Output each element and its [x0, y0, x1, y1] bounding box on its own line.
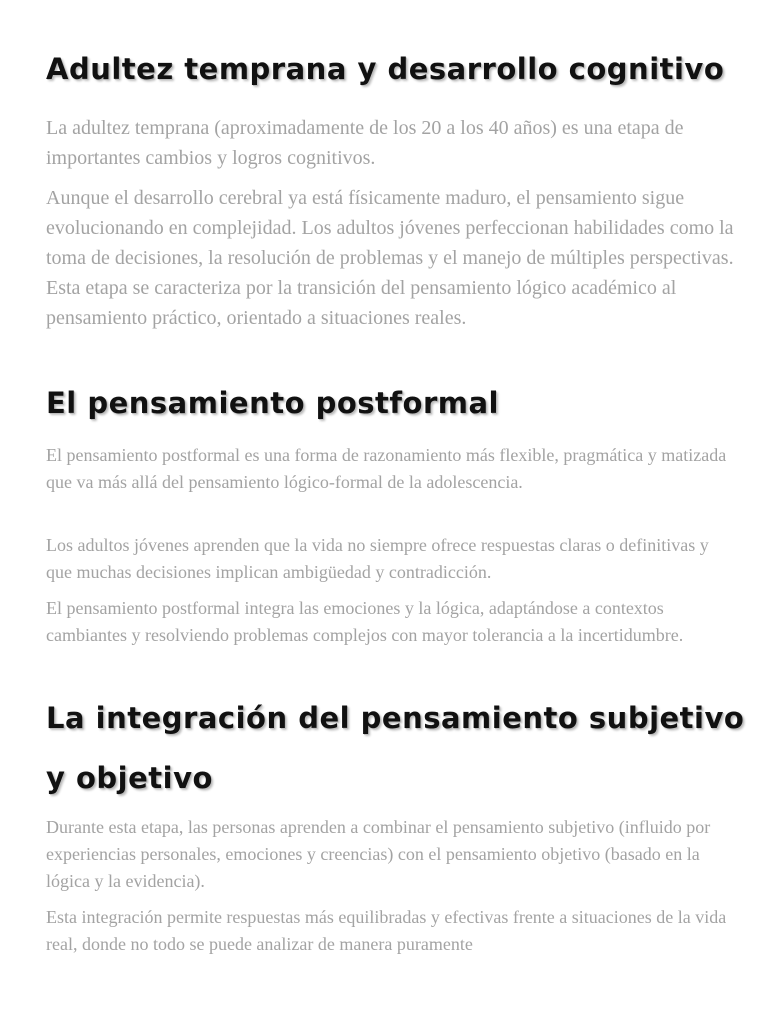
section-heading-adultez: Adultez temprana y desarrollo cognitivo: [46, 52, 725, 86]
paragraph: Esta integración permite respuestas más equilibradas y efectivas frente a situaciones de la vida real, donde no todo se puede analizar de manera puramente: [46, 907, 727, 954]
paragraph: Los adultos jóvenes aprenden que la vida no siempre ofrece respuestas claras o definitivas y que muchas decisiones implican ambigüedad y contradicción.: [46, 535, 709, 582]
paragraph: Aunque el desarrollo cerebral ya está físicamente maduro, el pensamiento sigue evolucionando en complejidad. Los adultos jóvenes perfeccionan habilidades como la toma de decisiones, la resolución de problemas y el manejo de múltiples perspectivas. Esta etapa se caracteriza por la transición del pensamiento lógico académico al pensamiento práctico, orientado a situaciones reales.: [46, 187, 734, 329]
paragraph: El pensamiento postformal es una forma de razonamiento más flexible, pragmática y matizada que va más allá del pensamiento lógico-formal de la adolescencia.: [46, 445, 727, 492]
paragraph: Durante esta etapa, las personas aprenden a combinar el pensamiento subjetivo (influido por experiencias personales, emociones y creencias) con el pensamiento objetivo (basado en la lógica y la evidencia).: [46, 817, 711, 891]
section-heading-postformal: El pensamiento postformal: [46, 386, 499, 420]
section-heading-integracion: La integración del pensamiento subjetivo y objetivo: [46, 701, 745, 795]
paragraph: El pensamiento postformal integra las emociones y la lógica, adaptándose a contextos cambiantes y resolviendo problemas complejos con mayor tolerancia a la incertidumbre.: [46, 598, 684, 645]
paragraph: La adultez temprana (aproximadamente de los 20 a los 40 años) es una etapa de importantes cambios y logros cognitivos.: [46, 117, 684, 169]
